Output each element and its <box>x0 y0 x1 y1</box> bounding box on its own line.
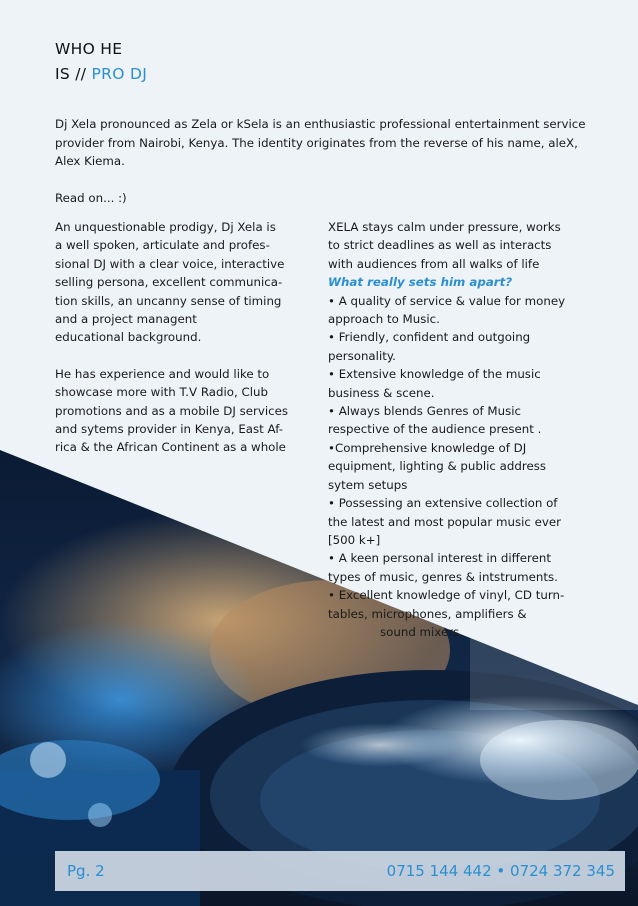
bullet-line: tables, microphones, amplifiers & <box>328 606 527 621</box>
text-line: with audiences from all walks of life <box>328 256 540 271</box>
text-line: to strict deadlines as well as interacts <box>328 238 552 253</box>
bullet-line: • Excellent knowledge of vinyl, CD turn- <box>328 588 565 603</box>
bullet-line: respective of the audience present . <box>328 422 542 437</box>
text-line: promotions and as a mobile DJ services <box>55 403 289 418</box>
text-line: tion skills, an uncanny sense of timing <box>55 293 282 308</box>
right-column <box>328 218 590 641</box>
read-on-text: Read on... :) <box>55 191 127 205</box>
bullet-line: • Friendly, confident and outgoing <box>328 330 531 345</box>
page-number: Pg. 2 <box>67 862 105 880</box>
bullet-line-last: sound mixers. <box>380 624 463 639</box>
text-line: XELA stays calm under pressure, works <box>328 220 561 234</box>
bullet-line: approach to Music. <box>328 312 440 327</box>
heading-accent: PRO DJ <box>91 65 148 83</box>
left-column <box>55 218 313 475</box>
text-line: showcase more with T.V Radio, Club <box>55 385 268 400</box>
heading-prefix: IS // <box>55 65 92 83</box>
text-line: He has experience and would like to <box>55 366 270 381</box>
bullet-line: equipment, lighting & public address <box>328 459 547 474</box>
intro-paragraph: Dj Xela pronounced as Zela or kSela is an enthusiastic professional entertainment service provider from Nairobi, Kenya. The identity originates from the reverse of his name, aleX, Alex Kiema. <box>55 117 586 169</box>
bullet-line: personality. <box>328 348 396 363</box>
bullet-line: types of music, genres & intstruments. <box>328 569 558 584</box>
page-footer <box>55 851 625 891</box>
text-line: and a project managent <box>55 312 197 327</box>
text-line: An unquestionable prodigy, Dj Xela is <box>55 220 276 234</box>
left-paragraph-2 <box>55 365 313 457</box>
text-line: educational background. <box>55 330 202 345</box>
phone-numbers: 0715 144 442 • 0724 372 345 <box>386 862 615 880</box>
bullet-line: sytem setups <box>328 477 408 492</box>
left-paragraph-1 <box>55 218 313 347</box>
bullet-line: •Comprehensive knowledge of DJ <box>328 440 527 455</box>
bullet-line: business & scene. <box>328 385 435 400</box>
bullet-line: • Possessing an extensive collection of <box>328 496 558 511</box>
bullet-line: [500 k+] <box>328 532 381 547</box>
bullet-line: • Extensive knowledge of the music <box>328 367 541 382</box>
heading-line-2 <box>55 62 147 87</box>
heading-line-1: WHO HE <box>55 40 123 58</box>
bullet-line: • Always blends Genres of Music <box>328 404 522 419</box>
text-line: a well spoken, articulate and profes- <box>55 238 270 253</box>
text-line: selling persona, excellent communica- <box>55 275 283 290</box>
section-heading <box>55 37 147 87</box>
bullet-line: the latest and most popular music ever <box>328 514 561 529</box>
apart-subheading: What really sets him apart? <box>328 275 513 290</box>
bullet-line: • A keen personal interest in different <box>328 551 551 566</box>
text-line: rica & the African Continent as a whole <box>55 440 286 455</box>
bullet-line: • A quality of service & value for money <box>328 293 566 308</box>
text-line: sional DJ with a clear voice, interactive <box>55 256 285 271</box>
text-line: and sytems provider in Kenya, East Af- <box>55 422 283 437</box>
